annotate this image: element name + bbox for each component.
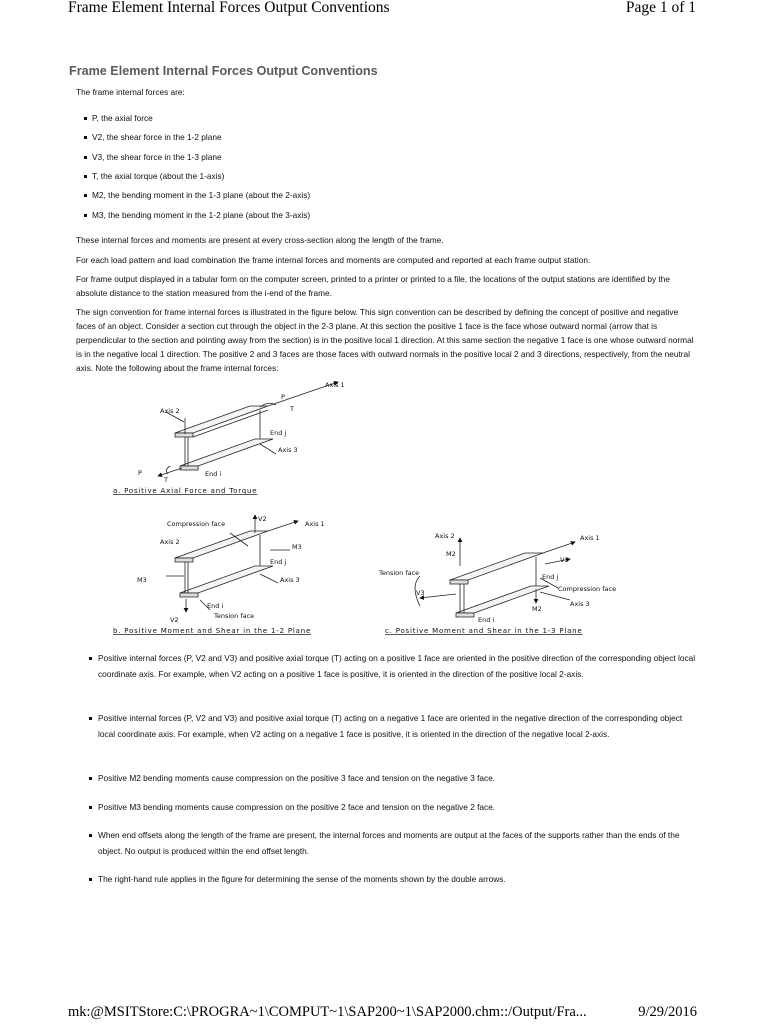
- force-item-m2: M2, the bending moment in the 1-3 plane (about the 2-axis): [92, 190, 311, 200]
- b-m3-right-label: M3: [292, 543, 302, 551]
- note-end-offsets: When end offsets along the length of the frame are present, the internal forces and moments are output at the faces of the supports rather than the ends of the object. No output is produced within the end offset length.: [98, 827, 698, 859]
- diagram-a: [158, 382, 338, 476]
- b-axis1-label: Axis 1: [305, 520, 325, 528]
- page-number: Page 1 of 1: [625, 0, 696, 16]
- document-heading: Frame Element Internal Forces Output Conventions: [69, 64, 378, 78]
- c-v3-left-label: V3: [416, 589, 425, 597]
- a-p-bot-label: P: [138, 469, 142, 477]
- browser-header-title: Frame Element Internal Forces Output Conventions: [68, 0, 390, 16]
- caption-b: b. Positive Moment and Shear in the 1-2 Plane: [113, 627, 312, 635]
- paragraph-sign-convention: The sign convention for frame internal forces is illustrated in the figure below. This sign convention can be described by defining the concept of positive and negative faces of an object. Consider a section cut through the object in the 2-3 plane. At this section the positive 1 face is the face whose outward normal (arrow that is perpendicular to the section and pointing away from the section) is in the positive local 1 direction. At this same section the negative 1 face is one whose outward normal is in the negative local 1 direction. The positive 2 and 3 faces are those faces with outward normals in the positive local 2 and 3 directions, respectively, from the neutral axis. Note the following about the frame internal forces:: [76, 307, 694, 373]
- c-tension-label: Tension face: [379, 569, 420, 577]
- b-v2-top-label: V2: [258, 515, 267, 523]
- c-axis2-label: Axis 2: [435, 532, 455, 540]
- b-end-j-label: End j: [270, 558, 287, 566]
- force-item-p: P, the axial force: [92, 113, 153, 123]
- note-m2: Positive M2 bending moments cause compression on the positive 3 face and tension on the negative 3 face.: [98, 770, 698, 786]
- force-item-v3: V3, the shear force in the 1-3 plane: [92, 152, 222, 162]
- c-end-j-label: End j: [542, 573, 559, 581]
- b-tension-label: Tension face: [214, 612, 255, 620]
- c-axis1-label: Axis 1: [580, 534, 600, 542]
- a-end-j-label: End j: [270, 429, 287, 437]
- c-end-i-label: End i: [478, 616, 495, 624]
- paragraph-load-pattern: For each load pattern and load combination the frame internal forces and moments are computed and reported at each frame output station.: [76, 255, 591, 265]
- a-end-i-label: End i: [205, 470, 222, 478]
- b-axis3-label: Axis 3: [280, 576, 300, 584]
- note-negative-face: Positive internal forces (P, V2 and V3) and positive axial torque (T) acting on a negative 1 face are oriented in the negative direction of the corresponding object local coordinate axis. For example, when V2 acting on a negative 1 face is positive, it is oriented in the direction of the negative local 2-axis.: [98, 710, 698, 742]
- c-m2-bot-label: M2: [532, 605, 542, 613]
- force-item-v2: V2, the shear force in the 1-2 plane: [92, 132, 222, 142]
- note-positive-face: Positive internal forces (P, V2 and V3) and positive axial torque (T) acting on a positive 1 face are oriented in the positive direction of the corresponding object local coordinate axis. For example, when V2 acting on a positive 1 face is positive, it is oriented in the direction of the positive local 2-axis.: [98, 650, 698, 682]
- paragraph-cross-section: These internal forces and moments are present at every cross-section along the length of the frame.: [76, 235, 444, 245]
- b-v2-bot-label: V2: [170, 616, 179, 624]
- a-p-top-label: P: [281, 393, 285, 401]
- a-t-bot-label: T: [164, 476, 168, 484]
- c-axis3-label: Axis 3: [570, 600, 590, 608]
- paragraph-tabular-output: For frame output displayed in a tabular form on the computer screen, printed to a printer or printed to a file, the locations of the output stations are identified by the absolute distance to the station measured from the i-end of the frame.: [76, 274, 671, 298]
- b-compression-label: Compression face: [167, 520, 226, 528]
- caption-c: c. Positive Moment and Shear in the 1-3 Plane: [385, 627, 583, 635]
- note-m3: Positive M3 bending moments cause compression on the positive 2 face and tension on the negative 2 face.: [98, 799, 698, 815]
- note-right-hand-rule: The right-hand rule applies in the figure for determining the sense of the moments shown by the double arrows.: [98, 871, 698, 887]
- force-item-t: T, the axial torque (about the 1-axis): [92, 171, 225, 181]
- intro-text: The frame internal forces are:: [76, 87, 185, 97]
- force-item-m3: M3, the bending moment in the 1-2 plane (about the 3-axis): [92, 210, 311, 220]
- a-axis2-label: Axis 2: [160, 407, 180, 415]
- b-m3-left-label: M3: [137, 576, 147, 584]
- caption-a: a. Positive Axial Force and Torque: [113, 487, 258, 495]
- c-m2-top-label: M2: [446, 550, 456, 558]
- footer-date: 9/29/2016: [638, 1004, 697, 1020]
- b-end-i-label: End i: [207, 602, 224, 610]
- a-t-top-label: T: [290, 405, 294, 413]
- sign-convention-figure: [100, 378, 640, 645]
- a-axis1-label: Axis 1: [325, 381, 345, 389]
- b-axis2-label: Axis 2: [160, 538, 180, 546]
- c-compression-label: Compression face: [558, 585, 617, 593]
- footer-url: mk:@MSITStore:C:\PROGRA~1\COMPUT~1\SAP200~1\SAP2000.chm::/Output/Fra...: [68, 1004, 587, 1020]
- c-v3-right-label: V3: [560, 556, 569, 564]
- a-axis3-label: Axis 3: [278, 446, 298, 454]
